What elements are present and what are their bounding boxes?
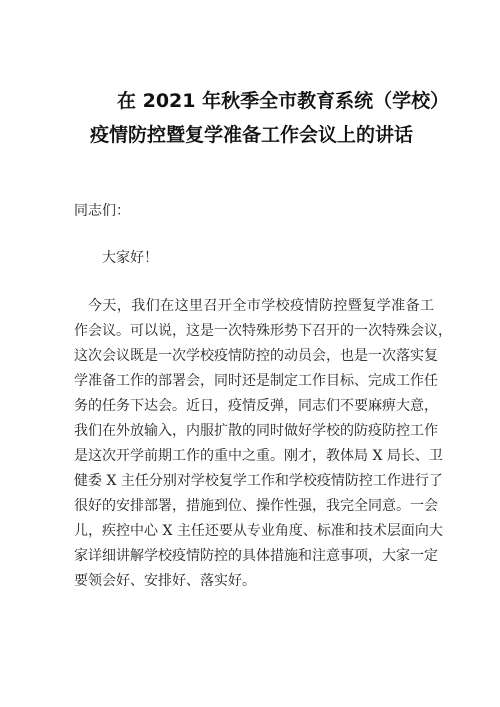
body-line: 务的任务下达会。近日，疫情反弹，同志们不要麻痹大意， (74, 398, 438, 414)
body-line: 要领会好、安排好、落实好。 (74, 573, 256, 589)
body-line: 我们在外放输入，内服扩散的同时做好学校的防疫防控工作 (74, 423, 438, 439)
body-line: 很好的安排部署，措施到位、操作性强，我完全同意。一会 (74, 498, 438, 514)
salutation: 同志们： (74, 203, 130, 219)
speech-title-line-2: 疫情防控暨复学准备工作会议上的讲话 (90, 124, 414, 146)
body-paragraph (74, 294, 452, 594)
body-line: 儿，疾控中心 X 主任还要从专业角度、标准和技术层面向大 (74, 523, 443, 539)
body-line: 作会议。可以说，这是一次特殊形势下召开的一次特殊会议， (74, 323, 452, 339)
body-line: 今天，我们在这里召开全市学校疫情防控暨复学准备工 (88, 298, 434, 314)
speech-title-line-1: 在 2021 年秋季全市教育系统（学校） (117, 90, 450, 112)
body-line: 是这次开学前期工作的重中之重。刚才，教体局 X 局长、卫 (74, 448, 443, 464)
body-line: 家详细讲解学校疫情防控的具体措施和注意事项，大家一定 (74, 548, 438, 564)
greeting: 大家好！ (102, 250, 158, 266)
body-line: 学准备工作的部署会，同时还是制定工作目标、完成工作任 (74, 373, 438, 389)
body-line: 健委 X 主任分别对学校复学工作和学校疫情防控工作进行了 (74, 473, 443, 489)
body-line: 这次会议既是一次学校疫情防控的动员会，也是一次落实复 (74, 348, 438, 364)
